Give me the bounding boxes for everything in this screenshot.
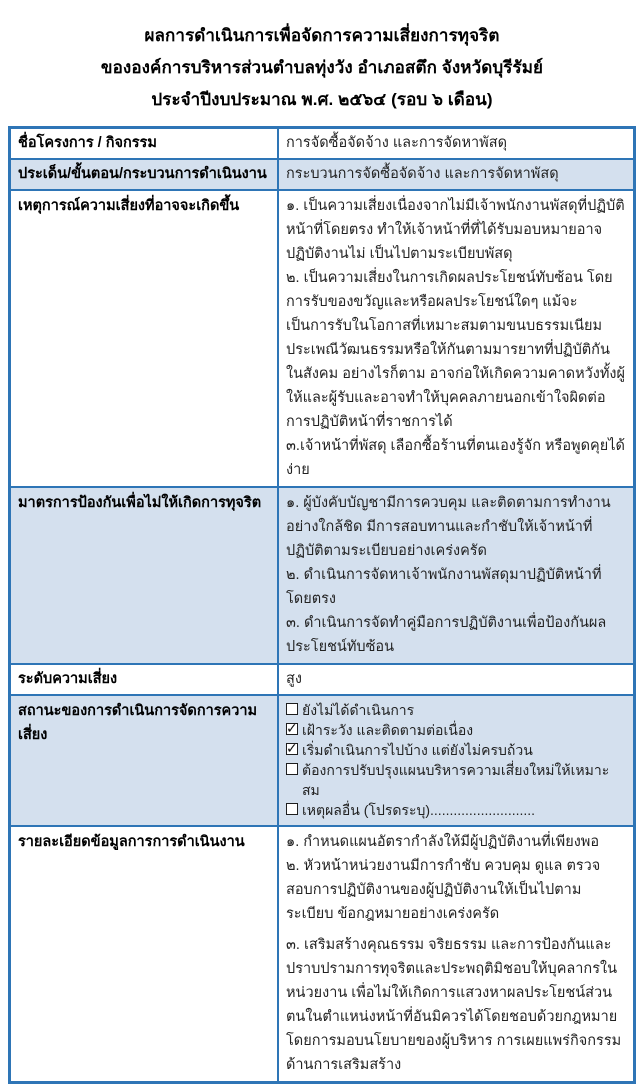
checkbox-checked-icon xyxy=(286,743,298,755)
risk-event-item: ๑. เป็นความเสี่ยงเนื่องจากไม่มีเจ้าพนักงานพัสดุที่ปฏิบัติหน้าที่โดยตรง ทำให้เจ้าหน้าที่ที่ได้รับมอบหมายอาจปฏิบัติงานไม่ เป็นไปตามระเบียบพัสดุ xyxy=(286,198,625,262)
operation-detail-item: ๓. เสริมสร้างคุณธรรม จริยธรรม และการป้องกันและปราบปรามการทุจริตและประพฤติมิชอบให้บุคลากรในหน่วยงาน เพื่อไม่ให้เกิดการแสวงหาผลประโยชน์ส่วนตนในตำแหน่งหน้าที่อันมิควรได้โดยชอบด้วยกฎหมาย โดยการมอบนโยบายของผู้บริหาร การเผยแพร่กิจกรรมด้านการเสริมสร้าง xyxy=(286,937,622,1073)
table-row-project-name xyxy=(11,129,633,158)
prevention-measure-item: ๒. ดำเนินการจัดหาเจ้าพนักงานพัสดุมาปฏิบัติหน้าที่โดยตรง xyxy=(286,567,602,607)
prevention-measure-item: ๑. ผู้บังคับบัญชามีการควบคุม และติดตามการทำงานอย่างใกล้ชิด มีการสอบทานและกำชับให้เจ้าหน้าที่ปฏิบัติตามระเบียบอย่างเคร่งครัด xyxy=(286,495,611,559)
status-option-label: ยังไม่ได้ดำเนินการ xyxy=(302,702,415,718)
status-option-label: เฝ้าระวัง และติดตามต่อเนื่อง xyxy=(302,722,474,738)
checkbox-checked-icon xyxy=(286,723,298,735)
risk-management-table xyxy=(8,126,636,1084)
operation-detail-item: ๒. หัวหน้าหน่วยงานมีการกำชับ ควบคุม ดูแล ตรวจสอบการปฏิบัติงานของผู้ปฏิบัติงานให้เป็นไปตามระเบียบ ข้อกฎหมายอย่างเคร่งครัด xyxy=(286,858,601,922)
status-option xyxy=(286,740,626,760)
risk-level-value: สูง xyxy=(286,671,302,687)
row-value xyxy=(279,191,633,486)
row-value: กระบวนการจัดซื้อจัดจ้าง และการจัดหาพัสดุ xyxy=(286,166,559,182)
row-label: สถานะของการดำเนินการจัดการความเสี่ยง xyxy=(11,696,279,825)
title-line-1: ผลการดำเนินการเพื่อจัดการความเสี่ยงการทุจริต xyxy=(144,26,500,45)
status-option-label: เริ่มดำเนินการไปบ้าง แต่ยังไม่ครบถ้วน xyxy=(302,742,533,758)
status-options xyxy=(279,696,633,825)
table-row-status xyxy=(11,694,633,825)
table-row-process xyxy=(11,158,633,189)
row-label: เหตุการณ์ความเสี่ยงที่อาจจะเกิดขึ้น xyxy=(11,191,279,486)
checkbox-icon xyxy=(286,763,298,775)
status-option xyxy=(286,700,626,720)
row-label: ชื่อโครงการ / กิจกรรม xyxy=(11,129,279,158)
row-label: รายละเอียดข้อมูลการการดำเนินงาน xyxy=(11,827,279,1081)
prevention-measure-item: ๓. ดำเนินการจัดทำคู่มือการปฏิบัติงานเพื่อป้องกันผลประโยชน์ทับซ้อน xyxy=(286,615,607,655)
status-option-label: ต้องการปรับปรุงแผนบริหารความเสี่ยงใหม่ให้เหมาะสม xyxy=(302,762,610,798)
row-value xyxy=(279,827,633,1081)
status-option xyxy=(286,800,626,820)
status-option xyxy=(286,720,626,740)
status-option xyxy=(286,760,626,800)
checkbox-icon xyxy=(286,803,298,815)
row-value xyxy=(279,488,633,663)
title-line-3: ประจำปีงบประมาณ พ.ศ. ๒๕๖๔ (รอบ ๖ เดือน) xyxy=(151,90,493,109)
table-row-risk-events xyxy=(11,189,633,486)
document-title xyxy=(8,20,636,116)
status-option-label: เหตุผลอื่น (โปรดระบุ)........................... xyxy=(302,802,536,818)
risk-event-item: ๒. เป็นความเสี่ยงในการเกิดผลประโยชน์ทับซ้อน โดยการรับของขวัญและหรือผลประโยชน์ใดๆ แม้จะเป็นการรับในโอกาสที่เหมาะสมตามขนบธรรมเนียมประเพณีวัฒนธรรมหรือให้กันตามมารยาทที่ปฏิบัติกันในสังคม อย่างไรก็ตาม อาจก่อให้เกิดความคาดหวังทั้งผู้ให้และผู้รับและอาจทำให้บุคคลภายนอกเข้าใจผิดต่อการปฏิบัติหน้าที่ราชการได้ xyxy=(286,270,625,430)
table-row-prevention-measures xyxy=(11,486,633,663)
row-value: การจัดซื้อจัดจ้าง และการจัดหาพัสดุ xyxy=(286,135,507,151)
row-label: ระดับความเสี่ยง xyxy=(11,665,279,694)
checkbox-icon xyxy=(286,703,298,715)
table-row-operation-details xyxy=(11,825,633,1081)
table-row-risk-level xyxy=(11,663,633,694)
title-line-2: ขององค์การบริหารส่วนตำบลทุ่งวัง อำเภอสตึก จังหวัดบุรีรัมย์ xyxy=(100,58,544,77)
row-label: มาตรการป้องกันเพื่อไม่ให้เกิดการทุจริต xyxy=(11,488,279,663)
row-label: ประเด็น/ขั้นตอน/กระบวนการดำเนินงาน xyxy=(11,160,279,189)
operation-detail-item: ๑. กำหนดแผนอัตรากำลังให้มีผู้ปฏิบัติงานที่เพียงพอ xyxy=(286,834,600,850)
risk-event-item: ๓.เจ้าหน้าที่พัสดุ เลือกซื้อร้านที่ตนเองรู้จัก หรือพูดคุยได้ง่าย xyxy=(286,438,625,478)
